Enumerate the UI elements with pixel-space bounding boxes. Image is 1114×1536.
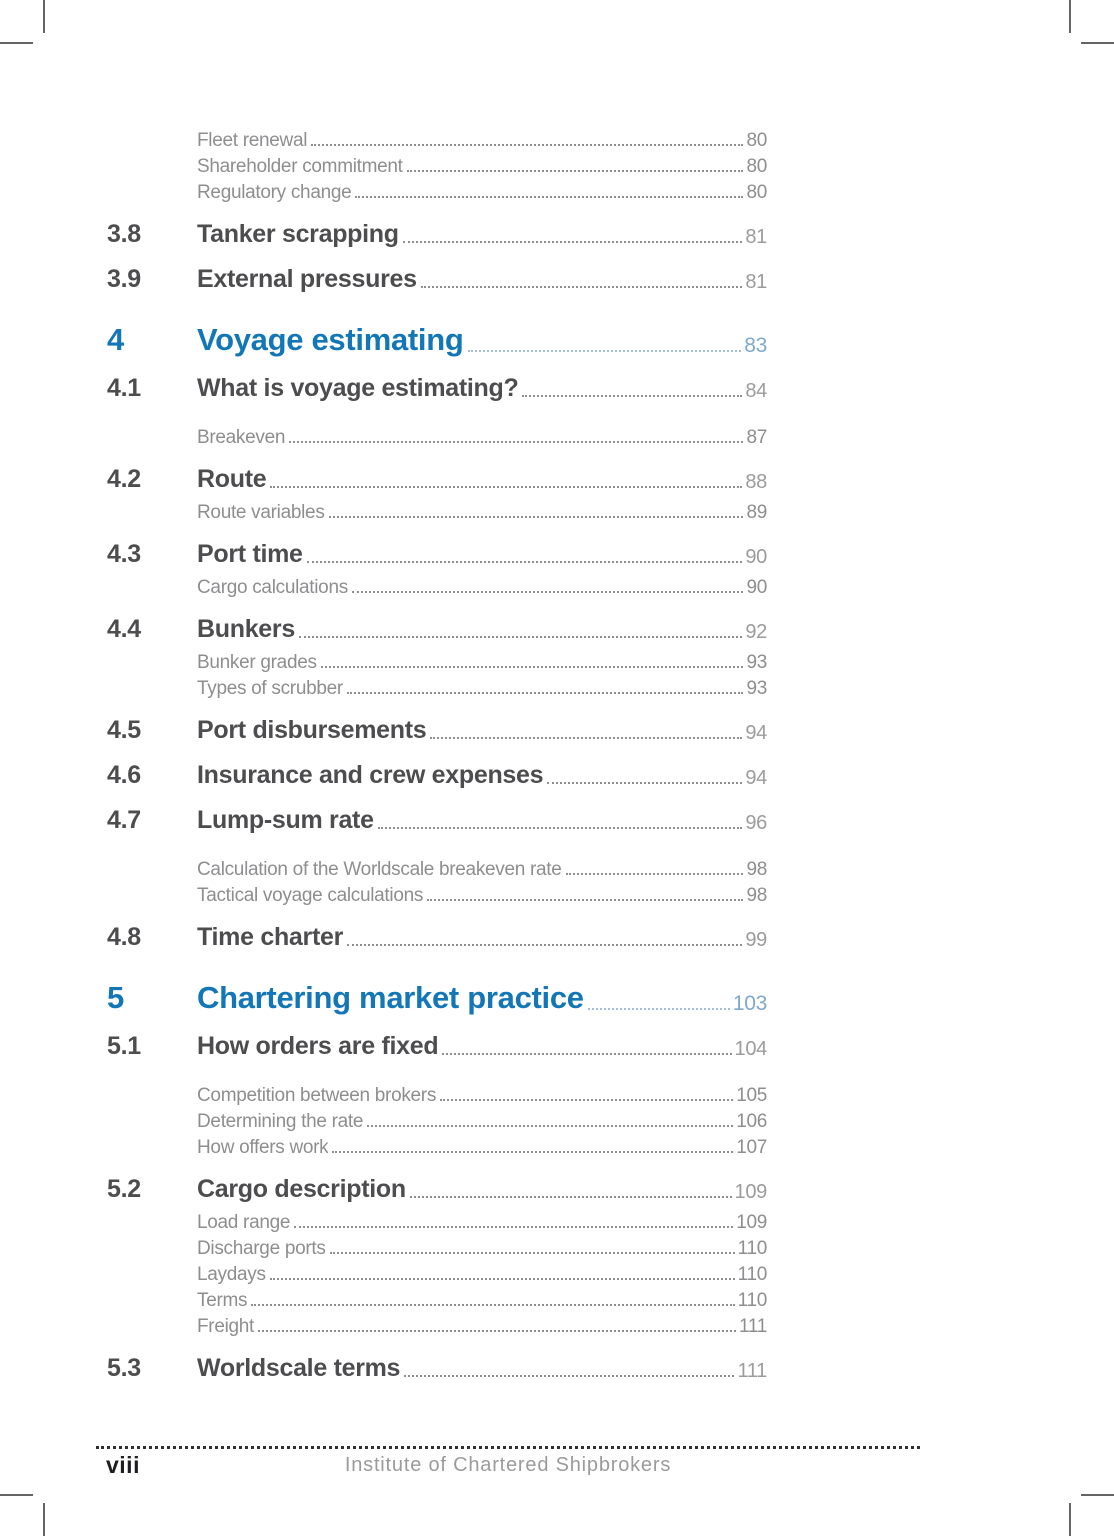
toc-entry-page: 109: [734, 1181, 767, 1203]
toc-entry-page: 99: [745, 929, 767, 951]
toc-entry-page: 96: [745, 812, 767, 834]
toc-entry-label: Freight: [197, 1316, 255, 1337]
toc-entry-number: 4: [107, 322, 124, 357]
toc-entry: [107, 126, 767, 152]
dotted-leader: [347, 692, 744, 694]
dotted-leader: [430, 737, 742, 739]
toc-entry-label: Load range: [197, 1212, 291, 1233]
toc-entry-label: Cargo description: [197, 1175, 406, 1203]
crop-mark-top-right-vertical: [1069, 0, 1071, 33]
dotted-leader: [588, 1008, 730, 1010]
toc-entry-label: Determining the rate: [197, 1111, 364, 1132]
toc-entry: [107, 1234, 767, 1260]
toc-entry-page: 89: [746, 502, 767, 523]
dotted-leader: [311, 144, 743, 146]
toc-entry: [107, 1352, 767, 1383]
dotted-leader: [522, 395, 742, 397]
toc-entry-page: 103: [732, 992, 767, 1015]
crop-mark-bottom-left-vertical: [43, 1503, 45, 1536]
toc-entry-number: 4.3: [107, 540, 141, 568]
table-of-contents: [107, 122, 767, 1383]
toc-entry: [107, 921, 767, 952]
toc-entry: [107, 648, 767, 674]
toc-entry-page: 80: [746, 182, 767, 203]
dotted-leader: [329, 516, 744, 518]
dotted-leader: [352, 591, 744, 593]
toc-entry-page: 81: [745, 271, 767, 293]
toc-entry-number: 4.7: [107, 806, 141, 834]
toc-entry: [107, 1030, 767, 1061]
toc-entry-number: 3.9: [107, 265, 141, 293]
toc-entry-label: Breakeven: [197, 427, 286, 448]
toc-entry-label: Route: [197, 465, 267, 493]
dotted-leader: [547, 782, 742, 784]
toc-entry-label: Terms: [197, 1290, 248, 1311]
toc-entry-number: 4.8: [107, 923, 141, 951]
toc-entry-label: Laydays: [197, 1264, 266, 1285]
toc-entry-label: Lump-sum rate: [197, 806, 374, 834]
toc-entry-label: Fleet renewal: [197, 130, 308, 151]
toc-entry-label: Worldscale terms: [197, 1354, 401, 1382]
toc-entry-label: Tanker scrapping: [197, 220, 399, 248]
toc-entry-page: 92: [745, 621, 767, 643]
toc-entry: [107, 979, 767, 1016]
toc-entry-page: 80: [746, 156, 767, 177]
toc-entry: [107, 423, 767, 449]
toc-entry-label: Bunker grades: [197, 652, 317, 673]
toc-entry: [107, 674, 767, 700]
toc-entry-number: 5.3: [107, 1354, 141, 1382]
toc-entry-label: How orders are fixed: [197, 1032, 439, 1060]
toc-entry-page: 90: [746, 577, 767, 598]
dotted-leader: [403, 241, 743, 243]
footer-page-number: viii: [106, 1452, 140, 1478]
toc-entry-page: 90: [745, 546, 767, 568]
toc-entry-label: Route variables: [197, 502, 325, 523]
toc-entry-page: 110: [737, 1264, 767, 1285]
toc-entry: [107, 855, 767, 881]
dotted-leader: [407, 170, 744, 172]
dotted-leader: [355, 196, 743, 198]
dotted-leader: [566, 873, 744, 875]
toc-entry-label: Cargo calculations: [197, 577, 348, 598]
dotted-leader: [442, 1053, 731, 1055]
toc-entry-page: 110: [737, 1238, 767, 1259]
toc-entry-page: 98: [746, 885, 767, 906]
toc-entry-page: 104: [734, 1038, 767, 1060]
footer-publisher: Institute of Chartered Shipbrokers: [344, 1454, 672, 1476]
toc-entry-page: 83: [744, 334, 767, 357]
toc-entry-page: 110: [737, 1290, 767, 1311]
toc-entry-label: Types of scrubber: [197, 678, 343, 699]
crop-mark-bottom-right-vertical: [1069, 1503, 1071, 1536]
toc-entry-page: 94: [745, 767, 767, 789]
toc-entry-label: Regulatory change: [197, 182, 352, 203]
dotted-leader: [440, 1099, 733, 1101]
toc-entry-page: 105: [736, 1085, 767, 1106]
toc-entry-label: Time charter: [197, 923, 344, 951]
toc-entry-label: Port time: [197, 540, 303, 568]
toc-entry-number: 4.2: [107, 465, 141, 493]
dotted-leader: [330, 1252, 735, 1254]
toc-entry-page: 87: [746, 427, 767, 448]
toc-entry: [107, 463, 767, 494]
toc-entry-number: 4.5: [107, 716, 141, 744]
toc-entry-label: What is voyage estimating?: [197, 374, 519, 402]
toc-entry: [107, 498, 767, 524]
toc-entry-number: 4.6: [107, 761, 141, 789]
toc-entry: [107, 714, 767, 745]
dotted-leader: [404, 1375, 734, 1377]
toc-entry: [107, 613, 767, 644]
toc-entry-label: How offers work: [197, 1137, 329, 1158]
toc-entry-number: 4.4: [107, 615, 141, 643]
dotted-leader: [294, 1226, 733, 1228]
toc-entry-page: 81: [745, 226, 767, 248]
toc-entry-label: Discharge ports: [197, 1238, 326, 1259]
footer-dotted-rule: [96, 1446, 920, 1449]
toc-entry-label: External pressures: [197, 265, 417, 293]
toc-entry: [107, 263, 767, 294]
toc-entry: [107, 1107, 767, 1133]
toc-entry: [107, 178, 767, 204]
toc-entry-label: Tactical voyage calculations: [197, 885, 424, 906]
toc-entry-number: 4.1: [107, 374, 141, 402]
crop-mark-bottom-right-horizontal: [1081, 1494, 1114, 1496]
toc-entry: [107, 372, 767, 403]
toc-entry-label: Shareholder commitment: [197, 156, 403, 177]
toc-entry: [107, 538, 767, 569]
toc-entry-page: 88: [745, 471, 767, 493]
dotted-leader: [378, 827, 743, 829]
toc-entry-page: 93: [746, 652, 767, 673]
dotted-leader: [468, 350, 742, 352]
toc-entry-number: 5.2: [107, 1175, 141, 1203]
toc-entry-page: 107: [736, 1137, 767, 1158]
dotted-leader: [321, 666, 744, 668]
toc-entry: [107, 321, 767, 358]
dotted-leader: [332, 1151, 733, 1153]
dotted-leader: [367, 1125, 733, 1127]
crop-mark-top-left-horizontal: [0, 42, 33, 44]
toc-entry-page: 98: [746, 859, 767, 880]
toc-entry: [107, 218, 767, 249]
toc-entry-number: 5.1: [107, 1032, 141, 1060]
toc-entry-page: 94: [745, 722, 767, 744]
toc-entry: [107, 1260, 767, 1286]
dotted-leader: [421, 286, 743, 288]
dotted-leader: [289, 441, 743, 443]
crop-mark-top-right-horizontal: [1081, 42, 1114, 44]
toc-entry-page: 111: [737, 1360, 767, 1382]
toc-entry: [107, 1208, 767, 1234]
toc-entry-page: 111: [739, 1316, 767, 1337]
toc-entry-label: Competition between brokers: [197, 1085, 437, 1106]
toc-entry-page: 80: [746, 130, 767, 151]
dotted-leader: [270, 486, 742, 488]
toc-entry-label: Chartering market practice: [197, 980, 584, 1015]
toc-entry: [107, 1173, 767, 1204]
crop-mark-bottom-left-horizontal: [0, 1494, 33, 1496]
toc-entry: [107, 1286, 767, 1312]
toc-entry: [107, 1081, 767, 1107]
toc-entry-number: 5: [107, 980, 124, 1015]
toc-entry-page: 106: [736, 1111, 767, 1132]
dotted-leader: [251, 1304, 734, 1306]
toc-entry: [107, 1133, 767, 1159]
dotted-leader: [307, 561, 743, 563]
toc-entry-label: Port disbursements: [197, 716, 427, 744]
toc-entry: [107, 881, 767, 907]
toc-entry-page: 93: [746, 678, 767, 699]
toc-entry: [107, 804, 767, 835]
toc-entry-page: 109: [736, 1212, 767, 1233]
toc-entry-label: Calculation of the Worldscale breakeven rate: [197, 859, 562, 880]
toc-entry-label: Bunkers: [197, 615, 295, 643]
toc-entry: [107, 573, 767, 599]
toc-entry: [107, 1312, 767, 1338]
dotted-leader: [270, 1278, 735, 1280]
dotted-leader: [427, 899, 743, 901]
dotted-leader: [258, 1330, 736, 1332]
toc-entry: [107, 152, 767, 178]
toc-entry-page: 84: [745, 380, 767, 402]
dotted-leader: [410, 1196, 732, 1198]
toc-entry-label: Insurance and crew expenses: [197, 761, 544, 789]
toc-entry-number: 3.8: [107, 220, 141, 248]
toc-entry-label: Voyage estimating: [197, 322, 464, 357]
dotted-leader: [347, 944, 742, 946]
toc-entry: [107, 759, 767, 790]
crop-mark-top-left-vertical: [43, 0, 45, 33]
dotted-leader: [299, 636, 742, 638]
